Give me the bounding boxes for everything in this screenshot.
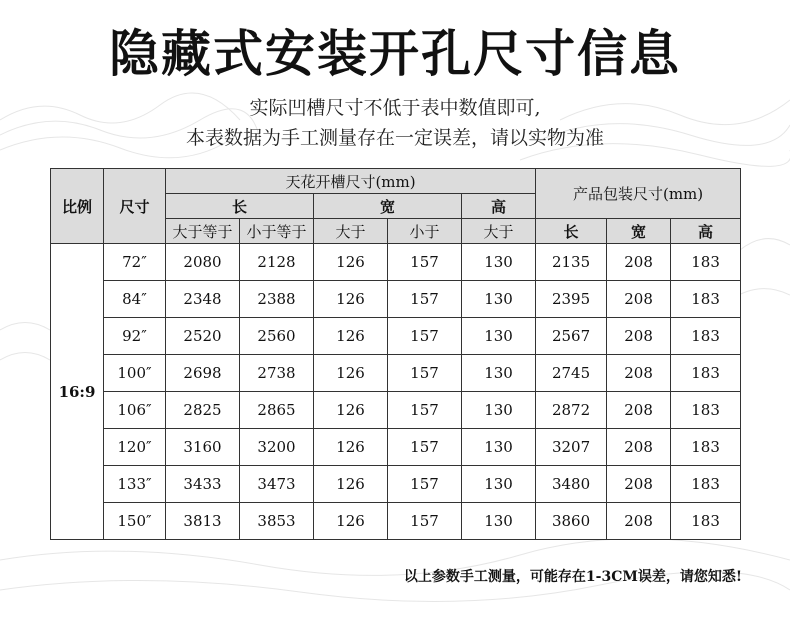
table-cell: 2872	[536, 392, 607, 429]
table-row	[51, 392, 741, 429]
table-cell: 157	[388, 466, 462, 503]
table-cell: 208	[607, 281, 671, 318]
table-row	[51, 244, 741, 281]
header-width: 宽	[314, 194, 462, 219]
table-cell: 130	[462, 281, 536, 318]
table-cell: 100″	[104, 355, 166, 392]
header-gt-height: 大于	[462, 219, 536, 244]
table-cell: 3433	[166, 466, 240, 503]
table-row	[51, 503, 741, 540]
table-cell: 3853	[240, 503, 314, 540]
table-cell: 3860	[536, 503, 607, 540]
table-row	[51, 281, 741, 318]
table-cell: 3480	[536, 466, 607, 503]
header-pkg-length: 长	[536, 219, 607, 244]
header-pkg-height: 高	[671, 219, 741, 244]
table-cell: 208	[607, 503, 671, 540]
table-cell: 2745	[536, 355, 607, 392]
table-cell: 2825	[166, 392, 240, 429]
table-cell: 157	[388, 318, 462, 355]
table-cell: 2567	[536, 318, 607, 355]
table-cell: 2560	[240, 318, 314, 355]
table-cell: 3207	[536, 429, 607, 466]
table-cell: 130	[462, 318, 536, 355]
table-cell: 92″	[104, 318, 166, 355]
table-cell: 126	[314, 429, 388, 466]
table-cell: 126	[314, 392, 388, 429]
table-cell: 2348	[166, 281, 240, 318]
table-cell: 126	[314, 281, 388, 318]
page-title: 隐藏式安装开孔尺寸信息	[109, 24, 681, 83]
table-cell: 208	[607, 466, 671, 503]
table-cell: 183	[671, 318, 741, 355]
table-cell: 2128	[240, 244, 314, 281]
table-cell: 183	[671, 244, 741, 281]
table-cell: 183	[671, 392, 741, 429]
table-cell: 183	[671, 466, 741, 503]
table-cell: 183	[671, 281, 741, 318]
header-length: 长	[166, 194, 314, 219]
header-lt: 小于	[388, 219, 462, 244]
header-lte: 小于等于	[240, 219, 314, 244]
table-row	[51, 429, 741, 466]
table-cell: 120″	[104, 429, 166, 466]
table-cell: 2520	[166, 318, 240, 355]
table-cell: 3473	[240, 466, 314, 503]
table-row	[51, 355, 741, 392]
table-cell: 150″	[104, 503, 166, 540]
table-cell: 3813	[166, 503, 240, 540]
ratio-cell: 16:9	[51, 244, 104, 540]
table-cell: 183	[671, 429, 741, 466]
header-height: 高	[462, 194, 536, 219]
table-cell: 157	[388, 392, 462, 429]
table-cell: 130	[462, 355, 536, 392]
table-cell: 72″	[104, 244, 166, 281]
table-cell: 3160	[166, 429, 240, 466]
table-cell: 126	[314, 355, 388, 392]
table-cell: 130	[462, 429, 536, 466]
table-cell: 208	[607, 318, 671, 355]
table-cell: 208	[607, 244, 671, 281]
table-cell: 130	[462, 392, 536, 429]
table-row	[51, 318, 741, 355]
table-cell: 2135	[536, 244, 607, 281]
table-cell: 157	[388, 429, 462, 466]
table-cell: 2865	[240, 392, 314, 429]
table-cell: 126	[314, 466, 388, 503]
table-cell: 126	[314, 503, 388, 540]
header-package-group: 产品包装尺寸(mm)	[536, 169, 741, 219]
table-cell: 106″	[104, 392, 166, 429]
footnote: 以上参数手工测量，可能存在1-3CM误差，请您知悉!	[403, 569, 742, 585]
header-slot-group: 天花开槽尺寸(mm)	[166, 169, 536, 194]
table-cell: 126	[314, 244, 388, 281]
table-cell: 2388	[240, 281, 314, 318]
table-cell: 2080	[166, 244, 240, 281]
table-cell: 84″	[104, 281, 166, 318]
header-size: 尺寸	[104, 169, 166, 244]
table-cell: 157	[388, 355, 462, 392]
table-cell: 2738	[240, 355, 314, 392]
table-cell: 208	[607, 392, 671, 429]
table-cell: 130	[462, 466, 536, 503]
table-cell: 183	[671, 503, 741, 540]
header-pkg-width: 宽	[607, 219, 671, 244]
header-gte: 大于等于	[166, 219, 240, 244]
table-cell: 157	[388, 244, 462, 281]
table-cell: 157	[388, 503, 462, 540]
table-cell: 208	[607, 355, 671, 392]
table-cell: 133″	[104, 466, 166, 503]
table-row	[51, 466, 741, 503]
table-cell: 3200	[240, 429, 314, 466]
table-cell: 130	[462, 244, 536, 281]
header-ratio: 比例	[51, 169, 104, 244]
table-cell: 126	[314, 318, 388, 355]
table-cell: 208	[607, 429, 671, 466]
subtitle-line-2: 本表数据为手工测量存在一定误差，请以实物为准	[185, 127, 604, 149]
table-cell: 183	[671, 355, 741, 392]
size-table	[50, 168, 741, 540]
table-cell: 2698	[166, 355, 240, 392]
table-cell: 130	[462, 503, 536, 540]
subtitle-line-1: 实际凹槽尺寸不低于表中数值即可,	[249, 97, 541, 119]
header-gt: 大于	[314, 219, 388, 244]
table-cell: 2395	[536, 281, 607, 318]
table-cell: 157	[388, 281, 462, 318]
